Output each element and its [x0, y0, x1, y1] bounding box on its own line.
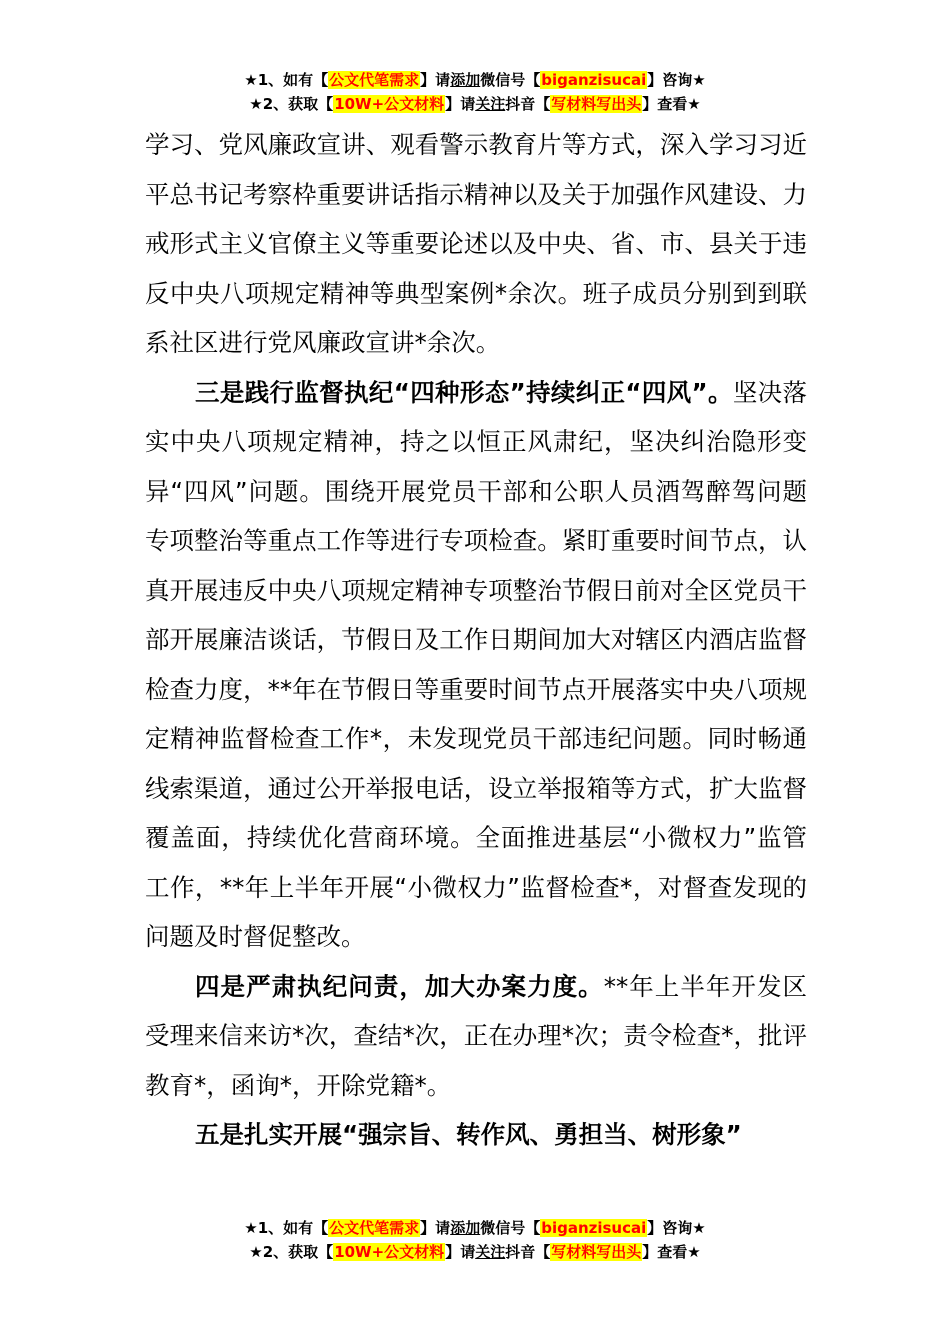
- promo-text: 】请: [445, 95, 476, 113]
- promo-text: ★2、获取【: [249, 95, 334, 113]
- promo-highlight: 10W+公文材料: [334, 1243, 445, 1261]
- promo-text: 微信号【: [480, 1219, 541, 1237]
- promo-text: 微信号【: [480, 71, 541, 89]
- promo-highlight: 写材料写出头: [551, 95, 642, 113]
- promo-text: 抖音【: [505, 1243, 551, 1261]
- promo-banner-top: [0, 68, 950, 116]
- paragraph-five: [145, 1110, 807, 1160]
- promo-text: ★1、如有【: [244, 71, 329, 89]
- promo-highlight: biganzisucai: [541, 71, 647, 89]
- promo-text: ★1、如有【: [244, 1219, 329, 1237]
- paragraph-text: **年上半年开发区受理来信来访*次，查结*次，正在办理*次；责令检查*，批评教育*，函询*，开除党籍*。: [145, 971, 808, 1100]
- promo-text: 】查看★: [642, 1243, 701, 1261]
- promo-text: 】请: [420, 71, 451, 89]
- promo-text: 】请: [445, 1243, 476, 1261]
- promo-highlight: 写材料写出头: [551, 1243, 642, 1261]
- promo-underline: 添加: [450, 1219, 481, 1237]
- promo-highlight: 公文代笔需求: [329, 1219, 420, 1237]
- promo-underline: 添加: [450, 71, 481, 89]
- paragraph-continuation: 学习、党风廉政宣讲、观看警示教育片等方式，深入学习习近平总书记考察枠重要讲话指示精神以及关于加强作风建设、力戒形式主义官僚主义等重要论述以及中央、省、市、县关于违反中央八项规定精神等典型案例*余次。班子成员分别到到联系社区进行党风廉政宣讲*余次。: [145, 130, 807, 357]
- paragraph-heading: 四是严肃执纪问责，加大办案力度。: [195, 971, 604, 1001]
- promo-line-1: [0, 1216, 950, 1240]
- promo-text: 】咨询★: [647, 1219, 706, 1237]
- promo-highlight: biganzisucai: [541, 1219, 647, 1237]
- promo-text: 】请: [420, 1219, 451, 1237]
- paragraph-heading: 三是践行监督执纪“四种形态”持续纠正“四风”。: [195, 377, 733, 407]
- document-body: [145, 120, 807, 1160]
- paragraph-four: [145, 962, 807, 1111]
- paragraph-text: 坚决落实中央八项规定精神，持之以恒正风肃纪，坚决纠治隐形变异“四风”问题。围绕开展党员干部和公职人员酒驾醉驾问题专项整治等重点工作等进行专项检查。紧盯重要时间节点，认真开展违反中央八项规定精神专项整治节假日前对全区党员干部开展廉洁谈话，节假日及工作日期间加大对辖区内酒店监督检查力度，**年在节假日等重要时间节点开展落实中央八项规定精神监督检查工作*，未发现党员干部违纪问题。同时畅通线索渠道，通过公开举报电话，设立举报箱等方式，扩大监督覆盖面，持续优化营商环境。全面推进基层“小微权力”监管工作，**年上半年开展“小微权力”监督检查*，对督查发现的问题及时督促整改。: [145, 377, 807, 951]
- promo-line-1: [0, 68, 950, 92]
- promo-text: 】查看★: [642, 95, 701, 113]
- promo-highlight: 公文代笔需求: [329, 71, 420, 89]
- promo-underline: 关注: [475, 95, 506, 113]
- promo-highlight: 10W+公文材料: [334, 95, 445, 113]
- promo-line-2: [0, 92, 950, 116]
- promo-text: ★2、获取【: [249, 1243, 334, 1261]
- promo-text: 】咨询★: [647, 71, 706, 89]
- promo-underline: 关注: [475, 1243, 506, 1261]
- promo-line-2: [0, 1240, 950, 1264]
- promo-banner-bottom: [0, 1216, 950, 1264]
- paragraph-three: [145, 368, 807, 962]
- promo-text: 抖音【: [505, 95, 551, 113]
- paragraph-heading: 五是扎实开展“强宗旨、转作风、勇担当、树形象”: [195, 1120, 742, 1149]
